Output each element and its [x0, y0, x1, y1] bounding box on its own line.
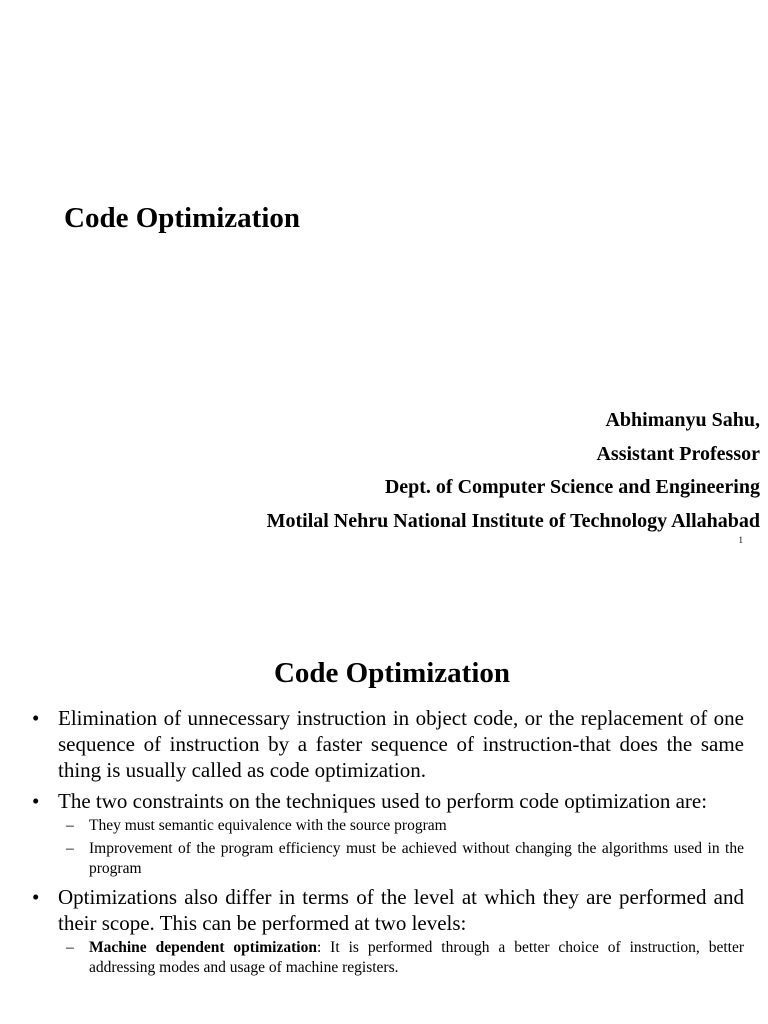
list-item: [32, 884, 744, 978]
bullet-list: [32, 705, 744, 983]
author-institute: Motilal Nehru National Institute of Technology Allahabad: [266, 509, 760, 532]
slide-title: Code Optimization: [273, 657, 511, 689]
content-slide: [0, 575, 768, 1024]
list-item: [58, 938, 744, 978]
bullet-marker: •: [32, 706, 40, 730]
bullet-text: The two constraints on the techniques used to perform code optimization are:: [58, 789, 708, 813]
sub-bullet-marker: –: [66, 939, 74, 956]
bullet-text: Optimizations also differ in terms of the level at which they are performed and their scope. This can be performed at two levels:: [58, 885, 744, 935]
author-block: [267, 404, 760, 538]
list-item: [32, 705, 744, 783]
author-name: Abhimanyu Sahu,: [605, 409, 760, 431]
slide-title: Code Optimization: [64, 202, 301, 234]
page-number: 1: [738, 535, 743, 545]
bullet-text: Elimination of unnecessary instruction in object code, or the replacement of one sequence of instruction by a faster sequence of instruction-that does the same thing is usually called as code optimization.: [58, 706, 744, 782]
list-item: [58, 816, 744, 836]
bullet-marker: •: [32, 789, 40, 813]
bullet-marker: •: [32, 885, 40, 909]
author-department: Dept. of Computer Science and Engineering: [384, 476, 760, 498]
sub-bullet-text: : It is performed through a better choice of instruction, better addressing modes and usage of machine registers.: [89, 939, 744, 976]
sub-bullet-marker: –: [66, 840, 74, 857]
list-item: [32, 788, 744, 879]
list-item: [58, 839, 744, 879]
sub-bullet-text: Improvement of the program efficiency must be achieved without changing the algorithms used in the program: [89, 840, 744, 877]
sub-bullet-list: [58, 816, 744, 879]
author-position: Assistant Professor: [596, 442, 760, 465]
sub-bullet-term: Machine dependent optimization: [89, 939, 317, 956]
sub-bullet-list: [58, 938, 744, 978]
sub-bullet-marker: –: [66, 817, 74, 834]
sub-bullet-text: They must semantic equivalence with the source program: [89, 817, 447, 834]
